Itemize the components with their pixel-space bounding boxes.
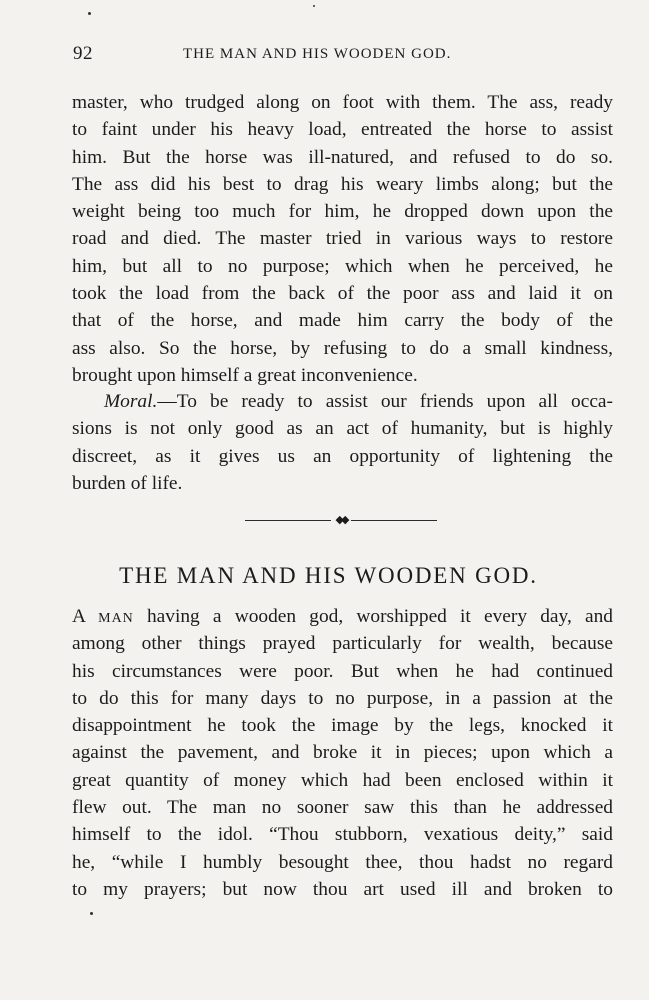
section-divider — [245, 513, 437, 529]
moral-first-line — [72, 388, 613, 415]
divider-ornament: ◆◆ — [335, 513, 347, 526]
text-line: he, “while I humbly besought thee, thou hadst no regard — [72, 851, 613, 873]
text-line: among other things prayed particularly for wealth, because — [72, 633, 613, 655]
print-speck — [313, 5, 315, 7]
moral-label: Moral. — [104, 391, 158, 412]
print-speck — [90, 912, 93, 915]
moral-first-line-text: —To be ready to assist our friends upon all occa- — [157, 391, 613, 412]
first-line-text: having a wooden god, worshipped it every day, and — [133, 606, 613, 627]
text-line: master, who trudged along on foot with them. The ass, ready — [72, 92, 613, 113]
text-line: against the pavement, and broke it in pieces; upon which a — [72, 742, 613, 764]
text-line: The ass did his best to drag his weary limbs along; but the — [72, 173, 613, 195]
text-line: sions is not only good as an act of humanity, but is highly — [72, 418, 613, 440]
text-line: to faint under his heavy load, entreated the horse to assist — [72, 119, 613, 141]
text-line: disappointment he took the image by the legs, knocked it — [72, 715, 613, 737]
text-line: ass also. So the horse, by refusing to do a small kindness, — [72, 337, 613, 359]
first-word-smallcaps: MAN — [98, 611, 134, 626]
fable-first-line — [72, 603, 613, 630]
text-line: weight being too much for him, he dropped down upon the — [72, 201, 613, 223]
text-line: great quantity of money which had been enclosed within it — [72, 769, 613, 791]
first-word: A — [72, 606, 85, 627]
running-title: THE MAN AND HIS WOODEN GOD. — [183, 46, 452, 62]
moral-paragraph — [72, 388, 613, 497]
text-line: his circumstances were poor. But when he had continued — [72, 660, 613, 682]
divider-line-left — [245, 520, 331, 521]
page-number: 92 — [73, 43, 93, 64]
fable-title: THE MAN AND HIS WOODEN GOD. — [119, 563, 538, 588]
text-line: road and died. The master tried in various ways to restore — [72, 228, 613, 250]
text-line: to do this for many days to no purpose, in a passion at the — [72, 687, 613, 709]
new-fable-body — [72, 603, 613, 903]
text-line: burden of life. — [72, 472, 183, 494]
divider-line-right — [351, 520, 437, 521]
text-line: brought upon himself a great inconvenience. — [72, 364, 418, 386]
text-line: himself to the idol. “Thou stubborn, vexatious deity,” said — [72, 824, 613, 846]
text-line: him. But the horse was ill-natured, and refused to do so. — [72, 146, 613, 168]
text-line: to my prayers; but now thou art used ill and broken to — [72, 878, 613, 900]
text-line: took the load from the back of the poor ass and laid it on — [72, 283, 613, 305]
text-line: that of the horse, and made him carry the body of the — [72, 310, 613, 332]
text-line: him, but all to no purpose; which when he perceived, he — [72, 255, 613, 277]
text-line: discreet, as it gives us an opportunity of lightening the — [72, 445, 613, 467]
text-line: flew out. The man no sooner saw this than he addressed — [72, 797, 613, 819]
print-speck — [88, 12, 91, 15]
running-head — [73, 43, 613, 67]
previous-fable-ending — [72, 89, 613, 389]
